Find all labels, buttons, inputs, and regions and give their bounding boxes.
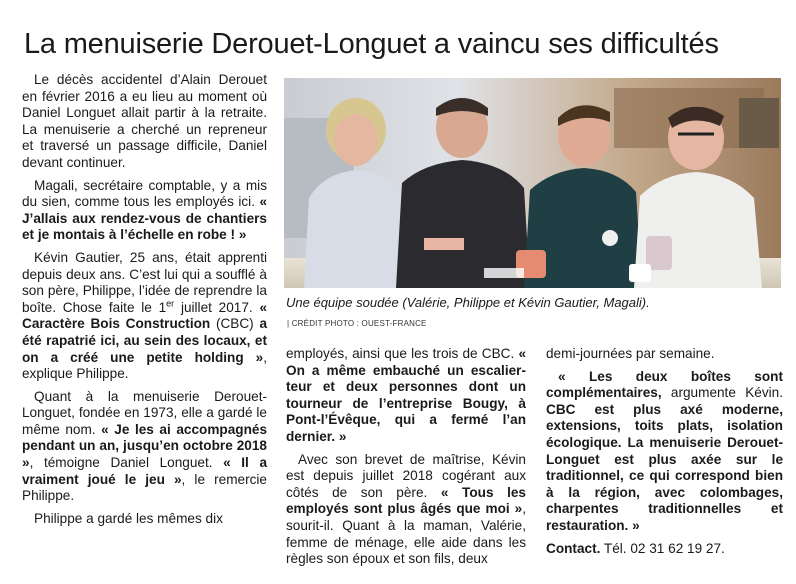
article-column-2 [286,346,526,568]
quote: a été rapatrié ici, au sein des locaux, et on a créé une petite holding » [22,316,267,365]
paragraph: Avec son brevet de maîtrise, Kévin est depuis juillet 2018 cogérant aux côtés de son père. « Tous les employés sont plus âgés que moi », sourit-il. Quant à la maman, Valérie, femme de ménage, elle aide dans les règles son époux et son fils, deux [286,451,526,567]
paragraph: employés, ainsi que les trois de CBC. « On a même embauché un escalier-teur et deux personnes dont un tourneur de l’entreprise Bougy, à Pont-l’Évêque, qui a fermé l’an dernier. » [286,346,526,444]
contact-label: Contact. [546,540,601,556]
headline: La menuiserie Derouet-Longuet a vaincu ses difficultés [24,28,719,60]
quote: « J’allais aux rendez-vous de chantiers et je montais à l’échelle en robe ! » [22,194,267,243]
paragraph: Magali, secrétaire comptable, y a mis du sien, comme tous les employés ici. « J’allais aux rendez-vous de chantiers et je montais à l’échelle en robe ! » [22,177,267,243]
paragraph: Quant à la menuiserie Derouet-Longuet, fondée en 1973, elle a gardé le même nom. « Je les ai accompagnés pendant un an, jusqu’en octobre 2018 », témoigne Daniel Longuet. « Il a vraiment joué le jeu », le remercie Philippe. [22,388,268,504]
article-column-3 [546,346,783,557]
article-column-1 [22,72,267,527]
paragraph: « Les deux boîtes sont complémentaires, argumente Kévin. CBC est plus axé moderne, extensions, toits plats, isolation écologique. La menuiserie Derouet-Longuet est plus axée sur le traditionnel, ce qui correspond bien à la région, avec colombages, charpentes traditionnelles et restauration. » [546,368,783,533]
quote: CBC est plus axé moderne, extensions, toits plats, isolation écologique. La menuiserie Derouet-Longuet est plus axée sur le traditionnel, ce qui correspond bien à la région, avec colombages, charpentes traditionnelles et restauration. » [546,401,783,533]
paragraph: Kévin Gautier, 25 ans, était apprenti depuis deux ans. C’est lui qui a soufflé à son père, Philippe, l’idée de reprendre la boîte. Chose faite le 1er juillet 2017. « Caractère Bois Construction (CBC) a été rapatrié ici, au sein des locaux, et on a créé une petite holding », explique Philippe. [22,249,268,382]
photo-credit: | CRÉDIT PHOTO : OUEST-FRANCE [287,319,427,328]
quote: « Caractère Bois Construction [22,299,268,332]
quote: « Les deux boîtes sont complémentaires, [546,368,783,401]
quote: « Il a vraiment joué le jeu » [22,455,267,487]
paragraph: Le décès accidentel d’Alain Derouet en février 2016 a eu lieu au moment où Daniel Longuet allait partir à la retraite. La menuiserie a cherché un repreneur et traversé un passage difficile, Daniel devant continuer. [22,72,267,170]
quote: « Je les ai accompagnés pendant un an, jusqu’en octobre 2018 » [22,421,268,471]
quote: « On a même embauché un escalier-teur et deux personnes dont un tourneur de l’entreprise Bougy, à Pont-l’Évêque, qui a fermé l’an dernier. » [286,346,526,444]
quote: « Tous les employés sont plus âgés que moi » [286,484,526,517]
paragraph: Philippe a gardé les mêmes dix [34,510,223,526]
team-photo [284,78,781,288]
photo-caption: Une équipe soudée (Valérie, Philippe et Kévin Gautier, Magali). [286,295,650,310]
paragraph: demi-journées par semaine. [546,346,715,361]
contact-phone: Tél. 02 31 62 19 27. [600,540,725,556]
contact-line [546,541,783,558]
